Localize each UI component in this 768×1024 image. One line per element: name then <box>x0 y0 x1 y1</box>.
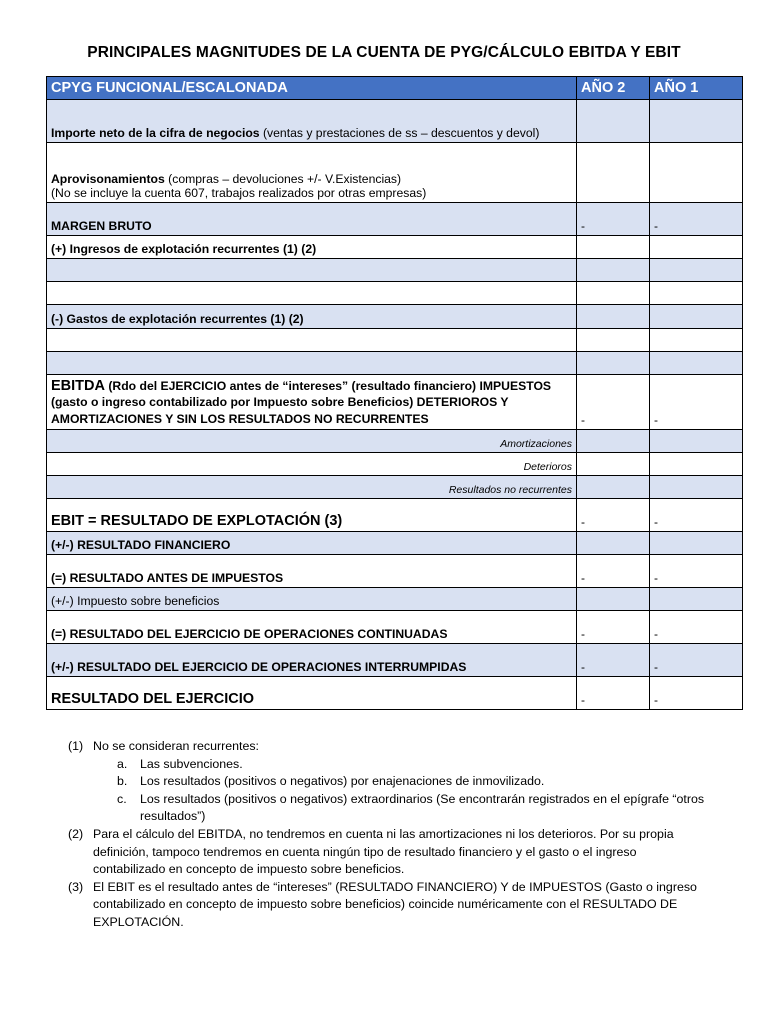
cell-year1 <box>650 329 743 352</box>
row-label <box>47 329 577 352</box>
row-ebitda <box>47 375 743 430</box>
cell-year2 <box>577 282 650 305</box>
row-label <box>47 375 577 430</box>
row-margen-bruto <box>47 203 743 236</box>
cell-year2: - <box>577 203 650 236</box>
list-letter: b. <box>117 774 128 789</box>
row-label-detail: (Rdo del EJERCICIO antes de “intereses” (resultado financiero) IMPUESTOS (gasto o ingreso contabilizado por Impuesto sobre Beneficios) DETERIOROS Y AMORTIZACIONES Y SIN LOS RESULTADOS NO RECURRENTES <box>51 378 552 426</box>
row-label <box>47 282 577 305</box>
row-blank <box>47 259 743 282</box>
row-resultados-no-recurrentes <box>47 476 743 499</box>
cell-year2 <box>577 100 650 143</box>
list-text: Los resultados (positivos o negativos) por enajenaciones de inmovilizado. <box>140 774 545 789</box>
cell-year2 <box>577 329 650 352</box>
cell-year2: - <box>577 555 650 588</box>
list-item <box>117 773 708 791</box>
cell-year2 <box>577 236 650 259</box>
cell-year2: - <box>577 611 650 644</box>
row-label: RESULTADO DEL EJERCICIO <box>47 677 577 710</box>
cell-year2 <box>577 259 650 282</box>
cell-year2 <box>577 453 650 476</box>
footnote-text: No se consideran recurrentes: <box>93 739 259 753</box>
row-importe-neto <box>47 100 743 143</box>
cell-year2 <box>577 532 650 555</box>
cell-year1: - <box>650 555 743 588</box>
cell-year2 <box>577 476 650 499</box>
row-amortizaciones <box>47 430 743 453</box>
row-label-note: (No se incluye la cuenta 607, trabajos realizados por otras empresas) <box>51 186 427 200</box>
row-ingresos-explotacion <box>47 236 743 259</box>
cell-year1 <box>650 305 743 329</box>
row-label-detail: (compras – devoluciones +/- V.Existencias) <box>164 172 402 186</box>
cell-year1: - <box>650 611 743 644</box>
cell-year2 <box>577 143 650 203</box>
row-deterioros <box>47 453 743 476</box>
footnote-sublist <box>93 756 708 826</box>
cell-year1 <box>650 100 743 143</box>
cell-year2: - <box>577 677 650 710</box>
row-resultado-ejercicio <box>47 677 743 710</box>
header-col-year2: AÑO 2 <box>577 77 650 100</box>
row-ebit <box>47 499 743 532</box>
cell-year1 <box>650 282 743 305</box>
row-label: Deterioros <box>47 453 577 476</box>
cell-year1 <box>650 532 743 555</box>
row-label: (+/-) RESULTADO DEL EJERCICIO DE OPERACIONES INTERRUMPIDAS <box>47 644 577 677</box>
cell-year1 <box>650 143 743 203</box>
footnote-number: (2) <box>68 826 84 841</box>
cell-year2 <box>577 305 650 329</box>
row-label: (+/-) RESULTADO FINANCIERO <box>47 532 577 555</box>
row-operaciones-continuadas <box>47 611 743 644</box>
row-label: (=) RESULTADO DEL EJERCICIO DE OPERACIONES CONTINUADAS <box>47 611 577 644</box>
row-blank <box>47 329 743 352</box>
header-col-concept: CPYG FUNCIONAL/ESCALONADA <box>47 77 577 100</box>
row-label <box>47 100 577 143</box>
row-label: (-) Gastos de explotación recurrentes (1) (2) <box>47 305 577 329</box>
row-label-bold: EBITDA <box>51 377 105 394</box>
cell-year1: - <box>650 677 743 710</box>
cell-year2 <box>577 430 650 453</box>
list-letter: a. <box>117 756 128 771</box>
footnote-2 <box>68 826 708 879</box>
row-gastos-explotacion <box>47 305 743 329</box>
footnotes <box>68 738 708 932</box>
cell-year1 <box>650 430 743 453</box>
footnote-text: El EBIT es el resultado antes de “intereses” (RESULTADO FINANCIERO) Y de IMPUESTOS (Gasto o ingreso contabilizado en concepto de impuesto sobre beneficios) coincide numéricamente con el RESULTADO DE EXPLOTACIÓN. <box>93 879 697 929</box>
cell-year2: - <box>577 499 650 532</box>
cell-year1 <box>650 259 743 282</box>
footnote-text: Para el cálculo del EBITDA, no tendremos en cuenta ni las amortizaciones ni los deterioros. Por su propia definición, tampoco tendremos en cuenta ningún tipo de resultado financiero y el gasto o el ingreso contabilizado en concepto de impuesto sobre beneficios. <box>93 826 674 877</box>
footnote-number: (3) <box>68 879 84 894</box>
row-label: EBIT = RESULTADO DE EXPLOTACIÓN (3) <box>47 499 577 532</box>
row-label <box>47 143 577 203</box>
cell-year2: - <box>577 644 650 677</box>
cell-year2 <box>577 588 650 611</box>
header-col-year1: AÑO 1 <box>650 77 743 100</box>
list-item <box>117 756 708 774</box>
row-operaciones-interrumpidas <box>47 644 743 677</box>
cell-year2: - <box>577 375 650 430</box>
list-text: Las subvenciones. <box>140 756 243 771</box>
row-label: Amortizaciones <box>47 430 577 453</box>
cell-year2 <box>577 352 650 375</box>
pyg-table <box>46 76 743 710</box>
list-text: Los resultados (positivos o negativos) extraordinarios (Se encontrarán registrados en el epígrafe “otros resultados”) <box>140 791 705 824</box>
cell-year1: - <box>650 499 743 532</box>
footnote-list <box>68 738 708 932</box>
cell-year1 <box>650 453 743 476</box>
row-label: (+/-) Impuesto sobre beneficios <box>47 588 577 611</box>
list-item <box>117 791 708 826</box>
row-label: (+) Ingresos de explotación recurrentes (1) (2) <box>47 236 577 259</box>
cell-year1: - <box>650 644 743 677</box>
row-label-detail: (ventas y prestaciones de ss – descuentos y devol) <box>259 126 540 140</box>
footnote-1 <box>68 738 708 826</box>
cell-year1 <box>650 476 743 499</box>
row-blank <box>47 352 743 375</box>
row-label: Resultados no recurrentes <box>47 476 577 499</box>
row-aprovisionamientos <box>47 143 743 203</box>
footnote-3 <box>68 879 708 932</box>
row-resultado-financiero <box>47 532 743 555</box>
row-label <box>47 259 577 282</box>
cell-year1 <box>650 588 743 611</box>
cell-year1 <box>650 236 743 259</box>
cell-year1 <box>650 352 743 375</box>
table-header-row <box>47 77 743 100</box>
cell-year1: - <box>650 375 743 430</box>
row-label-bold: Aprovisonamientos <box>51 172 165 186</box>
row-label: MARGEN BRUTO <box>47 203 577 236</box>
page-title: PRINCIPALES MAGNITUDES DE LA CUENTA DE PYG/CÁLCULO EBITDA Y EBIT <box>87 44 681 61</box>
row-label <box>47 352 577 375</box>
row-label-bold: Importe neto de la cifra de negocios <box>51 126 260 140</box>
row-impuesto-beneficios <box>47 588 743 611</box>
row-label: (=) RESULTADO ANTES DE IMPUESTOS <box>47 555 577 588</box>
row-blank <box>47 282 743 305</box>
list-letter: c. <box>117 791 127 806</box>
cell-year1: - <box>650 203 743 236</box>
footnote-number: (1) <box>68 739 84 753</box>
row-resultado-antes-impuestos <box>47 555 743 588</box>
